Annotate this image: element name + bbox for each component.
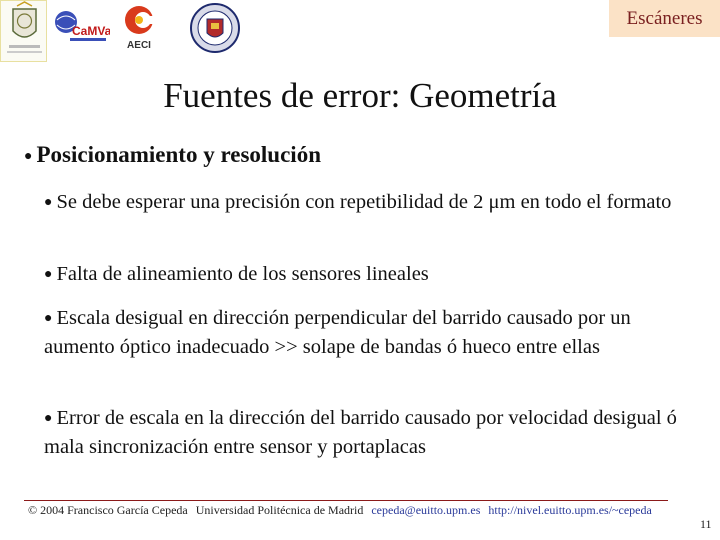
bullet-icon: ●	[44, 311, 53, 326]
bullet-text: Escala desigual en dirección perpendicular del barrido causado por un aumento óptico inadecuado >> solape de bandas ó hueco entre ellas	[44, 307, 631, 358]
bullet-text: Error de escala en la dirección del barrido causado por velocidad desigual ó mala sincronización entre sensor y portaplacas	[44, 407, 677, 458]
bullet-icon: ●	[44, 195, 53, 210]
bullet-icon: ●	[44, 267, 53, 282]
slide-title: Fuentes de error: Geometría	[163, 76, 557, 115]
svg-text:CaMVa: CaMVa	[72, 24, 110, 38]
section-heading-text: Posicionamiento y resolución	[36, 142, 321, 167]
footer-copyright: © 2004 Francisco García Cepeda	[28, 503, 188, 517]
bullet-text: Se debe esperar una precisión con repetibilidad de 2 μm en todo el formato	[56, 191, 672, 213]
bullet-text: Falta de alineamiento de los sensores lineales	[56, 263, 429, 285]
bullet-item	[44, 260, 684, 289]
camva-logo	[52, 8, 110, 46]
footer-url-link[interactable]: http://nivel.euitto.upm.es/~cepeda	[488, 503, 652, 517]
bullet-item	[44, 188, 684, 217]
footer	[28, 503, 652, 518]
section-heading	[24, 142, 321, 168]
footer-university: Universidad Politécnica de Madrid	[195, 503, 364, 517]
institution-crest-icon	[0, 0, 47, 62]
university-seal-icon	[190, 1, 240, 55]
bullet-item	[44, 304, 684, 361]
page-number: 11	[700, 517, 712, 531]
bullet-icon: ●	[24, 149, 33, 164]
aeci-logo	[118, 3, 160, 51]
section-tag: Escáneres	[609, 0, 720, 37]
bullet-icon: ●	[44, 411, 53, 426]
bullet-item	[44, 404, 684, 461]
svg-text:AECI: AECI	[127, 40, 151, 51]
footer-divider	[24, 500, 668, 501]
footer-email-link[interactable]: cepeda@euitto.upm.es	[371, 503, 481, 517]
